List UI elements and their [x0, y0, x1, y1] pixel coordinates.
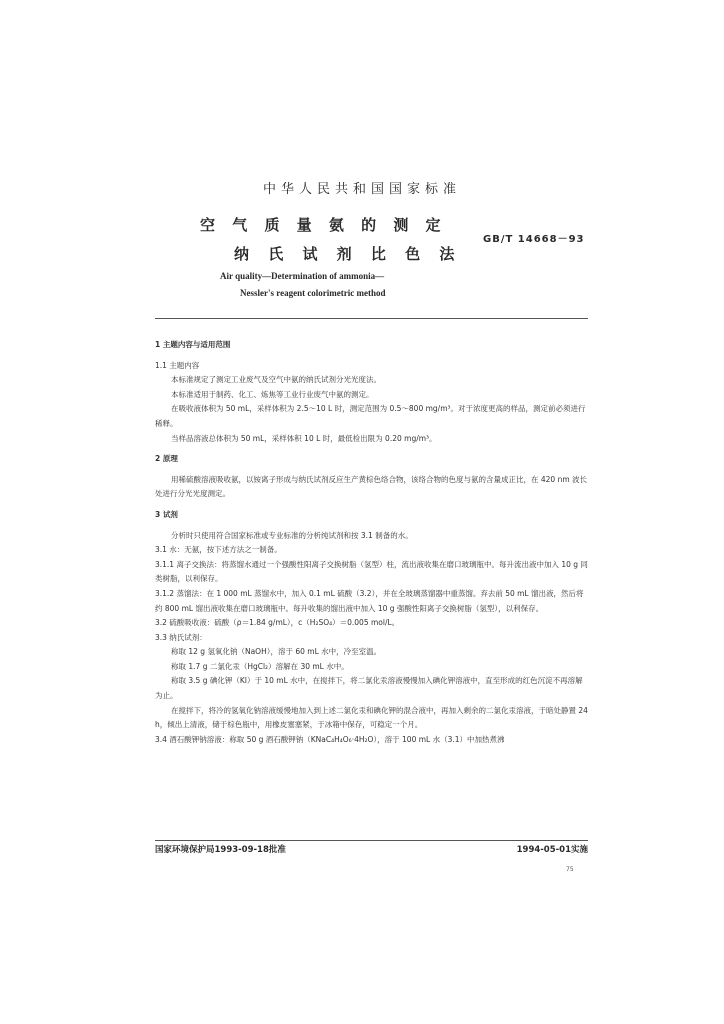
section-heading: 1 主题内容与适用范围 — [155, 340, 231, 349]
paragraph: 本标准适用于制药、化工、炼焦等工业行业废气中氨的测定。 — [171, 389, 374, 399]
paragraph: 在吸收液体积为 50 mL，采样体积为 2.5～10 L 时，测定范围为 0.5～800 mg/m³。对于浓度更高的样品，测定前必须进行稀释。 — [155, 404, 586, 428]
paragraph: 当样品溶液总体积为 50 mL，采样体积 10 L 时，最低检出限为 0.20 mg/m³。 — [171, 433, 437, 443]
paragraph: 用稀硫酸溶液吸收氨，以铵离子形成与纳氏试剂反应生产黄棕色络合物，该络合物的色度与氨的含量成正比，在 420 nm 波长处进行分光光度测定。 — [155, 474, 588, 499]
section-heading: 2 原理 — [155, 454, 178, 464]
standard-code: GB/T 14668－93 — [483, 234, 585, 245]
clause: 3.1.2 蒸馏法：在 1 000 mL 蒸馏水中，加入 0.1 mL 硫酸（3.2），并在全玻璃蒸馏器中重蒸馏。弃去前 50 mL 馏出液，然后将约 800 mL 馏出液收集在磨口玻璃瓶中。每升收集的馏出液中加入 10 g 强酸性阳离子交换树脂（氢型），以利保存。 — [155, 588, 584, 613]
paragraph: 在搅拌下，将冷的氢氧化钠溶液缓慢地加入到上述二氯化汞和碘化钾的混合液中，再加入剩余的二氯化汞溶液，于暗处静置 24 h，倾出上清液，储于棕色瓶中，用橡皮塞塞紧，于冰箱中保存，可稳定一个月。 — [155, 705, 588, 730]
english-title-line-1: Air quality—Determination of ammonia— — [220, 271, 385, 281]
clause: 3.4 酒石酸钾钠溶液：称取 50 g 酒石酸钾钠（KNaC₄H₄O₆·4H₂O），溶于 100 mL 水（3.1）中加热煮沸 — [155, 734, 505, 744]
paragraph: 称取 3.5 g 碘化钾（KI）于 10 mL 水中，在搅拌下，将二氯化汞溶液慢慢加入碘化钾溶液中，直至形成的红色沉淀不再溶解为止。 — [155, 676, 583, 701]
implementation-date: 1994-05-01实施 — [516, 845, 588, 855]
bottom-divider — [155, 840, 588, 841]
english-title — [220, 268, 460, 302]
clause: 3.1.1 离子交换法：将蒸馏水通过一个强酸性阳离子交换树脂（氢型）柱，流出液收集在磨口玻璃瓶中。每升流出液中加入 10 g 同类树脂，以利保存。 — [155, 559, 588, 584]
subsection-heading: 1.1 主题内容 — [155, 360, 200, 370]
title-line-2: 纳 氏 试 剂 比 色 法 — [234, 245, 462, 263]
title-line-1: 空 气 质 量 氨 的 测 定 — [200, 216, 447, 234]
section-heading: 3 试剂 — [155, 509, 178, 519]
top-divider — [155, 318, 588, 319]
page-number: 75 — [566, 866, 574, 873]
title-block — [200, 214, 462, 264]
paragraph: 分析时只使用符合国家标准或专业标准的分析纯试剂和按 3.1 制备的水。 — [171, 530, 413, 540]
paragraph: 称取 12 g 氢氧化钠（NaOH），溶于 60 mL 水中，冷至室温。 — [171, 647, 382, 657]
body-text — [155, 338, 588, 747]
clause: 3.1 水：无氨，按下述方法之一制备。 — [155, 545, 282, 555]
standard-organization: 中华人民共和国国家标准 — [262, 182, 461, 197]
approval-date: 国家环境保护局1993-09-18批准 — [155, 845, 286, 855]
english-title-line-2: Nessler's reagent colorimetric method — [240, 288, 386, 298]
clause: 3.2 硫酸吸收液：硫酸（ρ＝1.84 g/mL），c（H₂SO₄）＝0.005 mol/L。 — [155, 618, 400, 628]
paragraph: 本标准规定了测定工业废气及空气中氨的纳氏试剂分光光度法。 — [171, 375, 381, 385]
clause: 3.3 纳氏试剂： — [155, 632, 207, 642]
paragraph: 称取 1.7 g 二氯化汞（HgCl₂）溶解在 30 mL 水中。 — [171, 661, 349, 671]
